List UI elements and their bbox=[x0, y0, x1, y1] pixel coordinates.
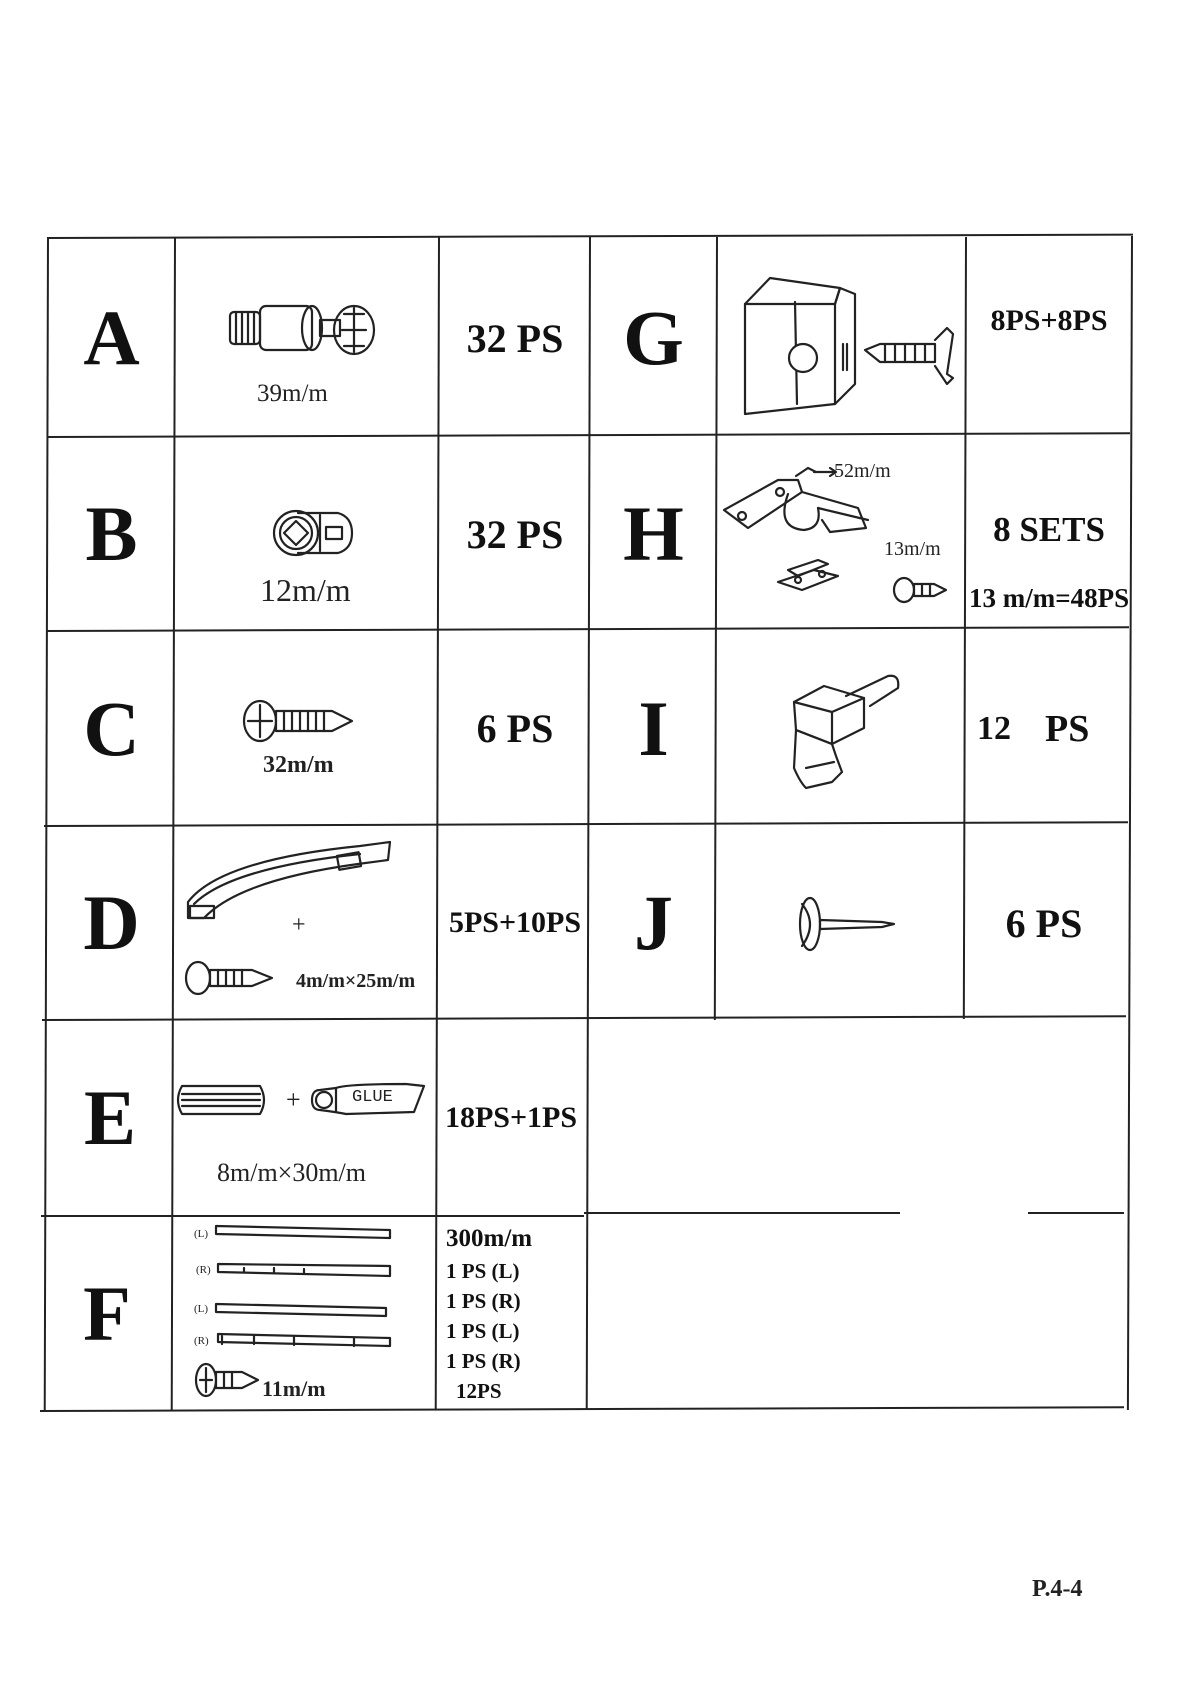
part-f-qty-line-4: 1 PS (L) bbox=[446, 1319, 520, 1343]
part-f-qty-line-1: 300m/m bbox=[446, 1225, 533, 1252]
tack-icon bbox=[796, 894, 896, 954]
table-row-line bbox=[584, 1212, 900, 1214]
hinge-dimension-a: 52m/m bbox=[834, 460, 891, 482]
part-letter-i: I bbox=[638, 684, 669, 772]
part-d-quantity: 5PS+10PS bbox=[448, 906, 582, 939]
glue-label: GLUE bbox=[352, 1088, 393, 1107]
part-c-quantity: 6 PS bbox=[476, 706, 554, 751]
part-a-dimension: 39m/m bbox=[257, 380, 328, 407]
part-letter-a: A bbox=[83, 294, 140, 381]
cam-bolt-icon bbox=[226, 300, 376, 370]
part-d-plus: + bbox=[292, 912, 306, 938]
table-row-line bbox=[1028, 1212, 1124, 1214]
part-f-qty-line-5: 1 PS (R) bbox=[446, 1349, 521, 1373]
part-letter-f: F bbox=[83, 1269, 131, 1357]
rail-label-1: (L) bbox=[194, 1228, 209, 1240]
part-e-dimension: 8m/m×30m/m bbox=[217, 1158, 367, 1187]
screw-icon bbox=[240, 697, 360, 747]
part-letter-c: C bbox=[83, 684, 140, 772]
handle-icon bbox=[180, 840, 395, 920]
screw-icon bbox=[194, 1362, 264, 1398]
part-e-quantity: 18PS+1PS bbox=[444, 1101, 578, 1134]
part-letter-e: E bbox=[83, 1074, 137, 1161]
part-d-dimension: 4m/m×25m/m bbox=[296, 970, 416, 992]
corner-bracket-icon bbox=[725, 274, 965, 419]
shelf-support-icon bbox=[784, 672, 914, 792]
rail-label-2: (R) bbox=[196, 1264, 211, 1276]
cam-lock-icon bbox=[268, 505, 358, 565]
part-f-quantity bbox=[446, 1222, 576, 1408]
part-f-qty-line-3: 1 PS (R) bbox=[446, 1289, 521, 1313]
part-b-quantity: 32 PS bbox=[466, 511, 564, 557]
part-i-quantity bbox=[967, 632, 1131, 825]
rail-label-3: (L) bbox=[194, 1303, 209, 1315]
part-i-qty-unit: PS bbox=[1045, 707, 1090, 750]
part-letter-j: J bbox=[634, 879, 673, 966]
page-number: P.4-4 bbox=[1032, 1576, 1083, 1602]
part-g-quantity: 8PS+8PS bbox=[990, 304, 1108, 337]
part-letter-b: B bbox=[85, 490, 138, 577]
part-h-quantity: 8 SETS bbox=[993, 510, 1105, 549]
part-letter-g: G bbox=[623, 294, 684, 381]
part-e-plus: + bbox=[286, 1085, 301, 1114]
part-j-quantity: 6 PS bbox=[1005, 900, 1083, 946]
part-a-quantity: 32 PS bbox=[466, 315, 564, 361]
screw-icon bbox=[182, 958, 282, 998]
part-letter-h: H bbox=[623, 490, 684, 577]
drawer-slide-icon bbox=[214, 1222, 394, 1352]
rail-label-4: (R) bbox=[194, 1335, 209, 1347]
part-letter-d: D bbox=[83, 879, 140, 966]
part-f-qty-line-2: 1 PS (L) bbox=[446, 1259, 520, 1283]
part-b-dimension: 12m/m bbox=[260, 572, 351, 608]
part-h-quantity-sub: 13 m/m=48PS bbox=[969, 582, 1130, 613]
hinge-dimension-b: 13m/m bbox=[884, 538, 941, 560]
part-f-qty-line-6: 12PS bbox=[456, 1379, 502, 1403]
part-i-qty-number: 12 bbox=[977, 709, 1011, 747]
part-f-dimension: 11m/m bbox=[262, 1376, 326, 1401]
part-c-dimension: 32m/m bbox=[263, 752, 334, 778]
table-border-bottom bbox=[40, 1406, 1124, 1412]
dowel-icon bbox=[172, 1080, 272, 1120]
